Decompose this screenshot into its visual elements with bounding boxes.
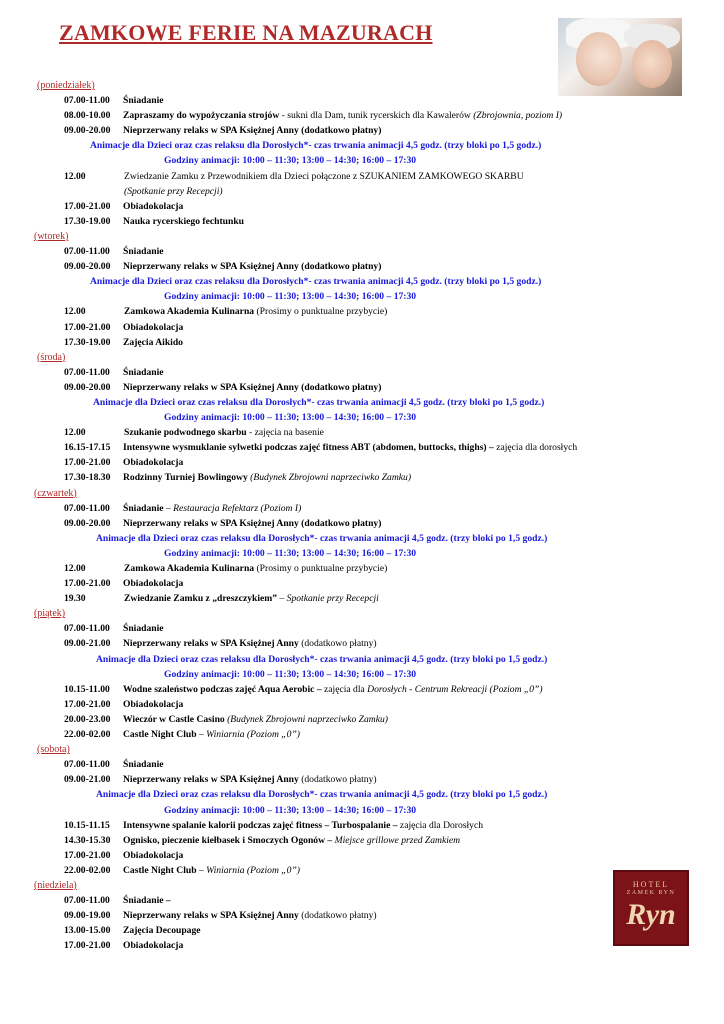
- schedule-activity: [123, 380, 381, 395]
- animation-info-row: [0, 531, 724, 546]
- activity-detail: (Prosimy o punktualne przybycie): [254, 563, 388, 574]
- animation-info-row: [0, 274, 724, 289]
- schedule-time: 14.30-15.30: [64, 834, 111, 846]
- activity-name: Obiadokolacja: [123, 940, 184, 952]
- schedule-activity: [123, 108, 562, 123]
- schedule-time: 17.00-21.00: [64, 940, 111, 952]
- schedule-time: 17.00-21.00: [64, 200, 111, 212]
- activity-name: Zajęcia Decoupage: [123, 925, 201, 937]
- activity-name: Szukanie podwodnego skarbu: [124, 427, 247, 439]
- schedule-time: 17.30-19.00: [64, 336, 111, 348]
- day-label: (sobota): [37, 744, 70, 756]
- schedule-activity: [123, 470, 411, 485]
- schedule-item: [0, 244, 724, 259]
- activity-location: Dorosłych - Centrum Rekreacji (Poziom „0”): [367, 683, 543, 695]
- schedule-activity: [123, 848, 183, 863]
- schedule-time: 09.00-20.00: [64, 261, 111, 273]
- activity-detail: (dodatkowo płatny): [298, 774, 377, 786]
- activity-location: (Budynek Zbrojowni naprzeciwko Zamku): [224, 713, 388, 725]
- schedule-item: [0, 576, 724, 591]
- activity-location: – Winiarnia (Poziom „0”): [196, 729, 300, 741]
- schedule-item: [0, 199, 724, 214]
- schedule-item: [0, 833, 724, 848]
- activity-detail: zajęcia dla Dorosłych: [397, 819, 484, 831]
- schedule-activity: [124, 169, 524, 184]
- activity-location: – Restauracja Refektarz (Poziom I): [163, 502, 302, 514]
- activity-detail: zajęcia dla dorosłych: [493, 442, 578, 454]
- schedule-item: [0, 440, 724, 455]
- day-label: (piątek): [34, 608, 66, 620]
- day-label: (niedziela): [34, 879, 77, 891]
- schedule-item: [0, 636, 724, 651]
- schedule-note: (Spotkanie przy Recepcji): [124, 185, 223, 197]
- activity-name: Śniadanie: [123, 623, 164, 635]
- schedule-item: [0, 470, 724, 485]
- schedule-item: [0, 727, 724, 742]
- schedule-time: 07.00-11.00: [64, 246, 110, 258]
- activity-name: Obiadokolacja: [123, 849, 184, 861]
- schedule-activity: [123, 818, 483, 833]
- activity-name: Intensywne spalanie kalorii podczas zajęć fitness – Turbospalanie –: [123, 819, 398, 831]
- activity-location: Miejsce grillowe przed Zamkiem: [332, 834, 461, 846]
- schedule-item: [0, 682, 724, 697]
- activity-name: Nauka rycerskiego fechtunku: [123, 215, 244, 227]
- schedule-activity: [123, 93, 164, 108]
- activity-name: Nieprzerwany relaks w SPA Księżnej Anny (dodatkowo płatny): [123, 125, 382, 137]
- activity-name: Zajęcia Aikido: [123, 336, 183, 348]
- schedule-time: 07.00-11.00: [64, 502, 110, 514]
- schedule-item: [0, 697, 724, 712]
- schedule-activity: [123, 727, 300, 742]
- schedule-time: 17.30-18.30: [64, 472, 111, 484]
- animation-info-row: [0, 787, 724, 802]
- schedule-item: [0, 501, 724, 516]
- schedule-item: [0, 818, 724, 833]
- schedule-time: 09.00-19.00: [64, 910, 111, 922]
- schedule-item: [0, 320, 724, 335]
- animation-hours: Godziny animacji: 10:00 – 11:30; 13:00 – 14:30; 16:00 – 17:30: [164, 412, 417, 424]
- activity-name: Zwiedzanie Zamku z Przewodnikiem dla Dzieci połączone z SZUKANIEM ZAMKOWEGO SKARBU: [124, 170, 524, 182]
- day-label: (wtorek): [34, 230, 69, 242]
- schedule-item: [0, 621, 724, 636]
- animation-hours: Godziny animacji: 10:00 – 11:30; 13:00 – 14:30; 16:00 – 17:30: [164, 804, 417, 816]
- schedule-activity: [123, 757, 164, 772]
- schedule-activity: [124, 304, 387, 319]
- activity-name: Śniadanie: [123, 502, 164, 514]
- activity-name: Zamkowa Akademia Kulinarna: [124, 306, 255, 318]
- day-header: [0, 742, 724, 757]
- schedule-activity: [123, 636, 377, 651]
- activity-name: Obiadokolacja: [123, 200, 184, 212]
- schedule-time: 07.00-11.00: [64, 895, 110, 907]
- schedule-time: 16.15-17.15: [64, 442, 111, 454]
- schedule-activity: [123, 259, 381, 274]
- activity-detail: (dodatkowo płatny): [298, 638, 377, 650]
- schedule-time: 09.00-21.00: [64, 638, 111, 650]
- page-title: ZAMKOWE FERIE NA MAZURACH: [59, 20, 433, 45]
- schedule-item: [0, 259, 724, 274]
- day-header: [0, 229, 724, 244]
- activity-name: Zwiedzanie Zamku z „dreszczykiem”: [124, 593, 278, 605]
- animation-info: Animacje dla Dzieci oraz czas relaksu dla Dorosłych*- czas trwania animacji 4,5 godz. (trzy bloki po 1,5 godz.): [96, 532, 548, 544]
- schedule-activity: [123, 365, 164, 380]
- schedule-activity: [123, 501, 301, 516]
- activity-name: Ognisko, pieczenie kiełbasek i Smoczych Ogonów –: [123, 834, 333, 846]
- animation-hours-row: [0, 410, 724, 425]
- activity-location: (Zbrojownia, poziom I): [473, 110, 563, 122]
- schedule-activity: [123, 621, 164, 636]
- animation-info: Animacje dla Dzieci oraz czas relaksu dla Dorosłych*- czas trwania animacji 4,5 godz. (trzy bloki po 1,5 godz.): [90, 276, 542, 288]
- schedule-item: [0, 214, 724, 229]
- schedule-item: [0, 455, 724, 470]
- animation-info: Animacje dla Dzieci oraz czas relaksu dla Dorosłych*- czas trwania animacji 4,5 godz. (trzy bloki po 1,5 godz.): [93, 396, 545, 408]
- schedule-activity: [123, 712, 388, 727]
- animation-info: Animacje dla Dzieci oraz czas relaksu dla Dorosłych*- czas trwania animacji 4,5 godz. (trzy bloki po 1,5 godz.): [90, 140, 542, 152]
- animation-hours-row: [0, 546, 724, 561]
- schedule-time: 17.00-21.00: [64, 321, 111, 333]
- schedule-time: 09.00-20.00: [64, 381, 111, 393]
- activity-detail: - sukni dla Dam, tunik rycerskich dla Kawalerów: [279, 110, 474, 122]
- schedule-time: 09.00-20.00: [64, 125, 111, 137]
- animation-hours: Godziny animacji: 10:00 – 11:30; 13:00 – 14:30; 16:00 – 17:30: [164, 155, 417, 167]
- schedule-activity: [123, 938, 183, 953]
- schedule-activity: [124, 591, 379, 606]
- schedule-activity: [123, 335, 183, 350]
- schedule-activity: [123, 244, 164, 259]
- activity-name: Nieprzerwany relaks w SPA Księżnej Anny (dodatkowo płatny): [123, 381, 382, 393]
- day-header: [0, 78, 724, 93]
- logo-text-ryn: Ryn: [626, 898, 676, 931]
- schedule-activity: [123, 893, 171, 908]
- schedule-item: [0, 425, 724, 440]
- schedule-item: [0, 93, 724, 108]
- animation-hours: Godziny animacji: 10:00 – 11:30; 13:00 – 14:30; 16:00 – 17:30: [164, 291, 417, 303]
- schedule-item: [0, 757, 724, 772]
- activity-name: Wieczór w Castle Casino: [123, 713, 225, 725]
- activity-name: Śniadanie –: [123, 895, 171, 907]
- day-header: [0, 350, 724, 365]
- activity-name: Śniadanie: [123, 759, 164, 771]
- schedule-activity: [123, 833, 460, 848]
- activity-location: – Spotkanie przy Recepcji: [277, 593, 379, 605]
- activity-name: Obiadokolacja: [123, 698, 184, 710]
- activity-name: Zamkowa Akademia Kulinarna: [124, 563, 255, 574]
- schedule-time: 13.00-15.00: [64, 925, 111, 937]
- activity-name: Obiadokolacja: [123, 578, 184, 590]
- activity-name: Śniadanie: [123, 246, 164, 258]
- schedule-time: 12.00: [64, 563, 86, 574]
- schedule-time: 10.15-11.15: [64, 819, 110, 831]
- schedule-activity: [123, 320, 183, 335]
- activity-name: Nieprzerwany relaks w SPA Księżnej Anny (dodatkowo płatny): [123, 517, 382, 529]
- day-header: [0, 486, 724, 501]
- schedule-time: 17.00-21.00: [64, 849, 111, 861]
- schedule-time: 07.00-11.00: [64, 366, 110, 378]
- schedule-activity: [123, 772, 377, 787]
- schedule-time: 22.00-02.00: [64, 729, 111, 741]
- activity-detail: - zajęcia na basenie: [246, 427, 324, 439]
- schedule-item: [0, 108, 724, 123]
- schedule-time: 09.00-20.00: [64, 517, 111, 529]
- schedule-time: 12.00: [64, 170, 86, 182]
- activity-name: Castle Night Club: [123, 729, 197, 741]
- activity-detail: zajęcia dla: [321, 683, 368, 695]
- day-label: (środa): [37, 351, 66, 363]
- schedule-time: 12.00: [64, 306, 86, 318]
- activity-location: (Budynek Zbrojowni naprzeciwko Zamku): [247, 472, 412, 484]
- schedule-time: 07.00-11.00: [64, 95, 110, 107]
- schedule-item: [0, 304, 724, 319]
- activity-name: Nieprzerwany relaks w SPA Księżnej Anny: [123, 774, 299, 786]
- schedule-time: 17.30-19.00: [64, 215, 111, 227]
- schedule-activity: [124, 425, 324, 440]
- schedule-activity: [123, 455, 183, 470]
- day-label: (poniedziałek): [37, 80, 95, 91]
- schedule-time: 10.15-11.00: [64, 683, 110, 695]
- schedule-time: 20.00-23.00: [64, 713, 111, 725]
- animation-hours-row: [0, 803, 724, 818]
- animation-info-row: [0, 652, 724, 667]
- schedule-activity: [123, 214, 244, 229]
- schedule-item: [0, 591, 724, 606]
- activity-name: Nieprzerwany relaks w SPA Księżnej Anny: [123, 910, 299, 922]
- animation-info-row: [0, 138, 724, 153]
- activity-name: Intensywne wysmuklanie sylwetki podczas zajęć fitness ABT (abdomen, buttocks, thighs) –: [123, 442, 494, 454]
- day-label: (czwartek): [34, 487, 77, 499]
- day-header: [0, 606, 724, 621]
- schedule-item: [0, 561, 724, 576]
- schedule-activity: [123, 697, 183, 712]
- animation-hours-row: [0, 153, 724, 168]
- activity-name: Śniadanie: [123, 95, 164, 107]
- schedule-activity: [123, 516, 381, 531]
- schedule-time: 17.00-21.00: [64, 578, 111, 590]
- schedule-activity: [123, 863, 300, 878]
- schedule-item: [0, 123, 724, 138]
- schedule-item: [0, 365, 724, 380]
- schedule-item: [0, 169, 724, 184]
- activity-name: Castle Night Club: [123, 864, 197, 876]
- weekly-schedule: [0, 78, 724, 953]
- activity-detail: (dodatkowo płatny): [298, 910, 377, 922]
- hotel-logo: [613, 870, 689, 946]
- schedule-time: 17.00-21.00: [64, 698, 111, 710]
- logo-text-hotel: HOTEL: [632, 880, 670, 889]
- schedule-item: [0, 772, 724, 787]
- schedule-time: 12.00: [64, 427, 86, 439]
- animation-info-row: [0, 395, 724, 410]
- activity-name: Obiadokolacja: [123, 321, 184, 333]
- animation-info: Animacje dla Dzieci oraz czas relaksu dla Dorosłych*- czas trwania animacji 4,5 godz. (trzy bloki po 1,5 godz.): [96, 789, 548, 801]
- schedule-time: 19.30: [64, 593, 86, 605]
- schedule-item: [0, 516, 724, 531]
- schedule-note-row: [0, 184, 724, 199]
- logo-text-zamek: ZAMEK RYN: [626, 890, 676, 896]
- activity-name: Rodzinny Turniej Bowlingowy: [123, 472, 248, 484]
- animation-hours: Godziny animacji: 10:00 – 11:30; 13:00 – 14:30; 16:00 – 17:30: [164, 668, 417, 680]
- schedule-item: [0, 335, 724, 350]
- schedule-time: 07.00-11.00: [64, 623, 110, 635]
- schedule-time: 22.00-02.00: [64, 864, 111, 876]
- activity-name: Obiadokolacja: [123, 457, 184, 469]
- schedule-activity: [123, 923, 201, 938]
- schedule-time: 09.00-21.00: [64, 774, 111, 786]
- activity-detail: (Prosimy o punktualne przybycie): [254, 306, 388, 318]
- schedule-time: 08.00-10.00: [64, 110, 111, 122]
- schedule-activity: [124, 561, 387, 576]
- schedule-item: [0, 848, 724, 863]
- animation-info: Animacje dla Dzieci oraz czas relaksu dla Dorosłych*- czas trwania animacji 4,5 godz. (trzy bloki po 1,5 godz.): [96, 653, 548, 665]
- activity-name: Nieprzerwany relaks w SPA Księżnej Anny: [123, 638, 299, 650]
- activity-name: Zapraszamy do wypożyczania strojów: [123, 110, 280, 122]
- activity-name: Wodne szaleństwo podczas zajęć Aqua Aerobic –: [123, 683, 322, 695]
- schedule-activity: [123, 440, 577, 455]
- schedule-time: 07.00-11.00: [64, 759, 110, 771]
- schedule-time: 17.00-21.00: [64, 457, 111, 469]
- animation-hours: Godziny animacji: 10:00 – 11:30; 13:00 – 14:30; 16:00 – 17:30: [164, 547, 417, 559]
- activity-name: Śniadanie: [123, 366, 164, 378]
- activity-location: – Winiarnia (Poziom „0”): [196, 864, 300, 876]
- activity-name: Nieprzerwany relaks w SPA Księżnej Anny (dodatkowo płatny): [123, 261, 382, 273]
- animation-hours-row: [0, 667, 724, 682]
- schedule-item: [0, 712, 724, 727]
- schedule-activity: [123, 199, 183, 214]
- schedule-item: [0, 380, 724, 395]
- schedule-activity: [123, 682, 543, 697]
- animation-hours-row: [0, 289, 724, 304]
- schedule-activity: [123, 908, 377, 923]
- schedule-activity: [123, 123, 381, 138]
- schedule-activity: [123, 576, 183, 591]
